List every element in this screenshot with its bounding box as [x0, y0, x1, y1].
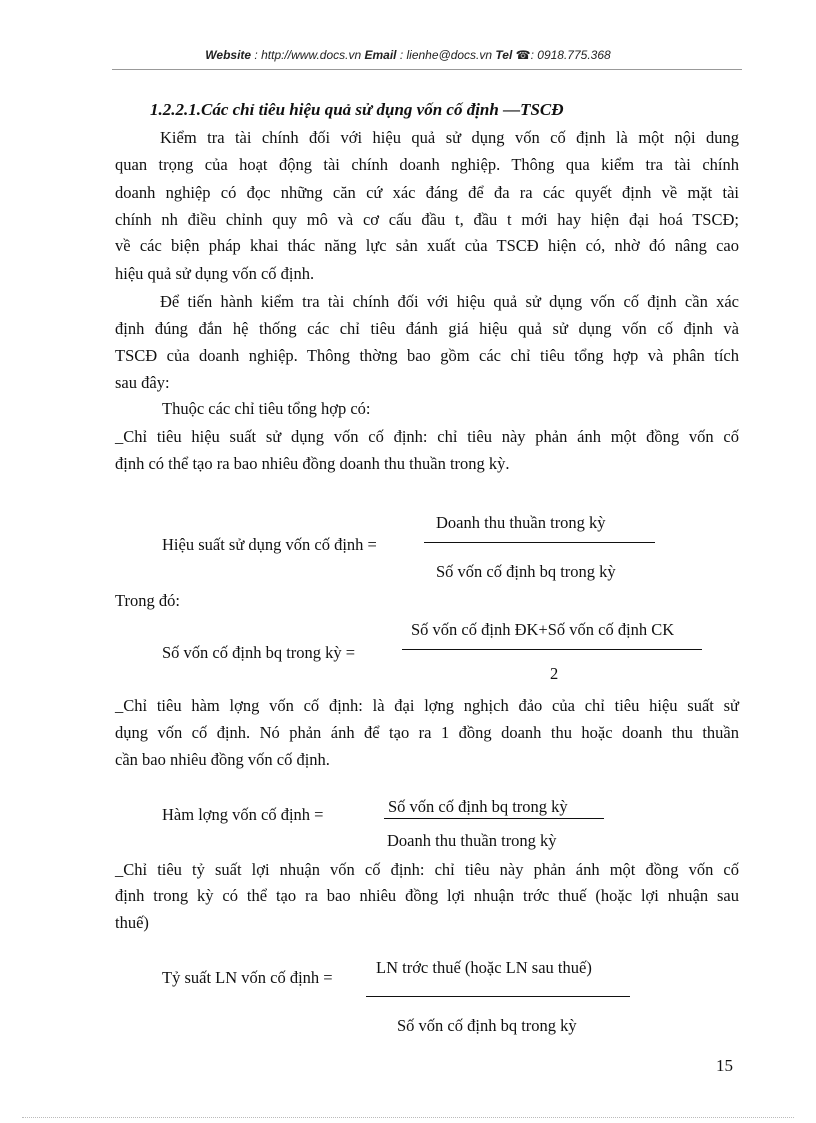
tel-value: : 0918.775.368 [530, 48, 611, 62]
formula2-fraction-bar [402, 649, 702, 650]
header-divider [112, 69, 742, 70]
tel-label: Tel [495, 48, 513, 62]
formula3-label: Hàm lợng vốn cố định = [162, 805, 324, 824]
formula1-label: Hiệu suất sử dụng vốn cố định = [162, 535, 377, 554]
p4-line-1: _Chỉ tiêu hiệu suất sử dụng vốn cố định: chỉ tiêu này phản ánh một đồng vốn cố [115, 427, 739, 446]
p2-line-2: định đúng đắn hệ thống các chỉ tiêu đánh giá hiệu quả sử dụng vốn cố định và [115, 319, 739, 338]
p2-line-1: Để tiến hành kiểm tra tài chính đối với hiệu quả sử dụng vốn cố định cần xác [160, 292, 739, 311]
email-label: Email [364, 48, 397, 62]
formula3-fraction-bar [384, 818, 604, 819]
email-value: : lienhe@docs.vn [396, 48, 496, 62]
p1-line-3: doanh nghiệp có đọc những căn cứ xác đáng để đa ra các quyết định về mặt tài [115, 183, 739, 202]
formula1-numerator: Doanh thu thuần trong kỳ [436, 513, 606, 532]
page-number: 15 [716, 1056, 733, 1075]
p1-line-4: chính nh điều chỉnh quy mô và cơ cấu đầu t, đầu t mới hay hiện đại hoá TSCĐ; [115, 210, 739, 229]
website-label: Website [205, 48, 252, 62]
formula4-label: Tỷ suất LN vốn cố định = [162, 968, 333, 987]
page-bottom-border [22, 1117, 794, 1118]
p6-line-1: _Chỉ tiêu tỷ suất lợi nhuận vốn cố định: chỉ tiêu này phản ánh một đồng vốn cố [115, 860, 739, 879]
p5-line-1: _Chỉ tiêu hàm lợng vốn cố định: là đại lợng nghịch đảo của chỉ tiêu hiệu suất sử [115, 696, 739, 715]
website-value: : http://www.docs.vn [251, 48, 365, 62]
p1-line-6: hiệu quả sử dụng vốn cố định. [115, 264, 315, 283]
formula2-label: Số vốn cố định bq trong kỳ = [162, 643, 356, 662]
p5-line-2: dụng vốn cố định. Nó phản ánh để tạo ra 1 đồng doanh thu hoặc doanh thu thuần [115, 723, 739, 742]
p5-line-3: cần bao nhiêu đồng vốn cố định. [115, 750, 330, 769]
where-label: Trong đó: [115, 591, 180, 610]
telephone-icon: ☎ [515, 48, 531, 62]
formula4-denominator: Số vốn cố định bq trong kỳ [397, 1016, 577, 1035]
page-header [0, 48, 816, 62]
formula2-numerator: Số vốn cố định ĐK+Số vốn cố định CK [411, 620, 675, 639]
p1-line-1: Kiểm tra tài chính đối với hiệu quả sử dụng vốn cố định là một nội dung [160, 128, 739, 147]
formula2-denominator: 2 [550, 664, 559, 683]
p3-line: Thuộc các chỉ tiêu tổng hợp có: [162, 399, 371, 418]
p6-line-2: định trong kỳ có thể tạo ra bao nhiêu đồng lợi nhuận trớc thuế (hoặc lợi nhuận sau [115, 886, 739, 905]
formula3-numerator: Số vốn cố định bq trong kỳ [388, 797, 568, 816]
formula4-numerator: LN trớc thuế (hoặc LN sau thuế) [376, 958, 592, 977]
formula3-denominator: Doanh thu thuần trong kỳ [387, 831, 557, 850]
p2-line-3: TSCĐ của doanh nghiệp. Thông thờng bao gồm các chỉ tiêu tổng hợp và phân tích [115, 346, 739, 365]
p6-line-3: thuế) [115, 913, 149, 932]
p4-line-2: định có thể tạo ra bao nhiêu đồng doanh thu thuần trong kỳ. [115, 454, 510, 473]
formula1-fraction-bar [424, 542, 655, 543]
section-title: 1.2.2.1.Các chỉ tiêu hiệu quả sử dụng vốn cố định —TSCĐ [150, 100, 564, 119]
formula1-denominator: Số vốn cố định bq trong kỳ [436, 562, 616, 581]
p2-line-4: sau đây: [115, 373, 170, 392]
p1-line-2: quan trọng của hoạt động tài chính doanh nghiệp. Thông qua kiểm tra tài chính [115, 155, 739, 174]
formula4-fraction-bar [366, 996, 630, 997]
p1-line-5: về các biện pháp khai thác năng lực sản xuất của TSCĐ hiện có, nhờ đó nâng cao [115, 236, 739, 255]
